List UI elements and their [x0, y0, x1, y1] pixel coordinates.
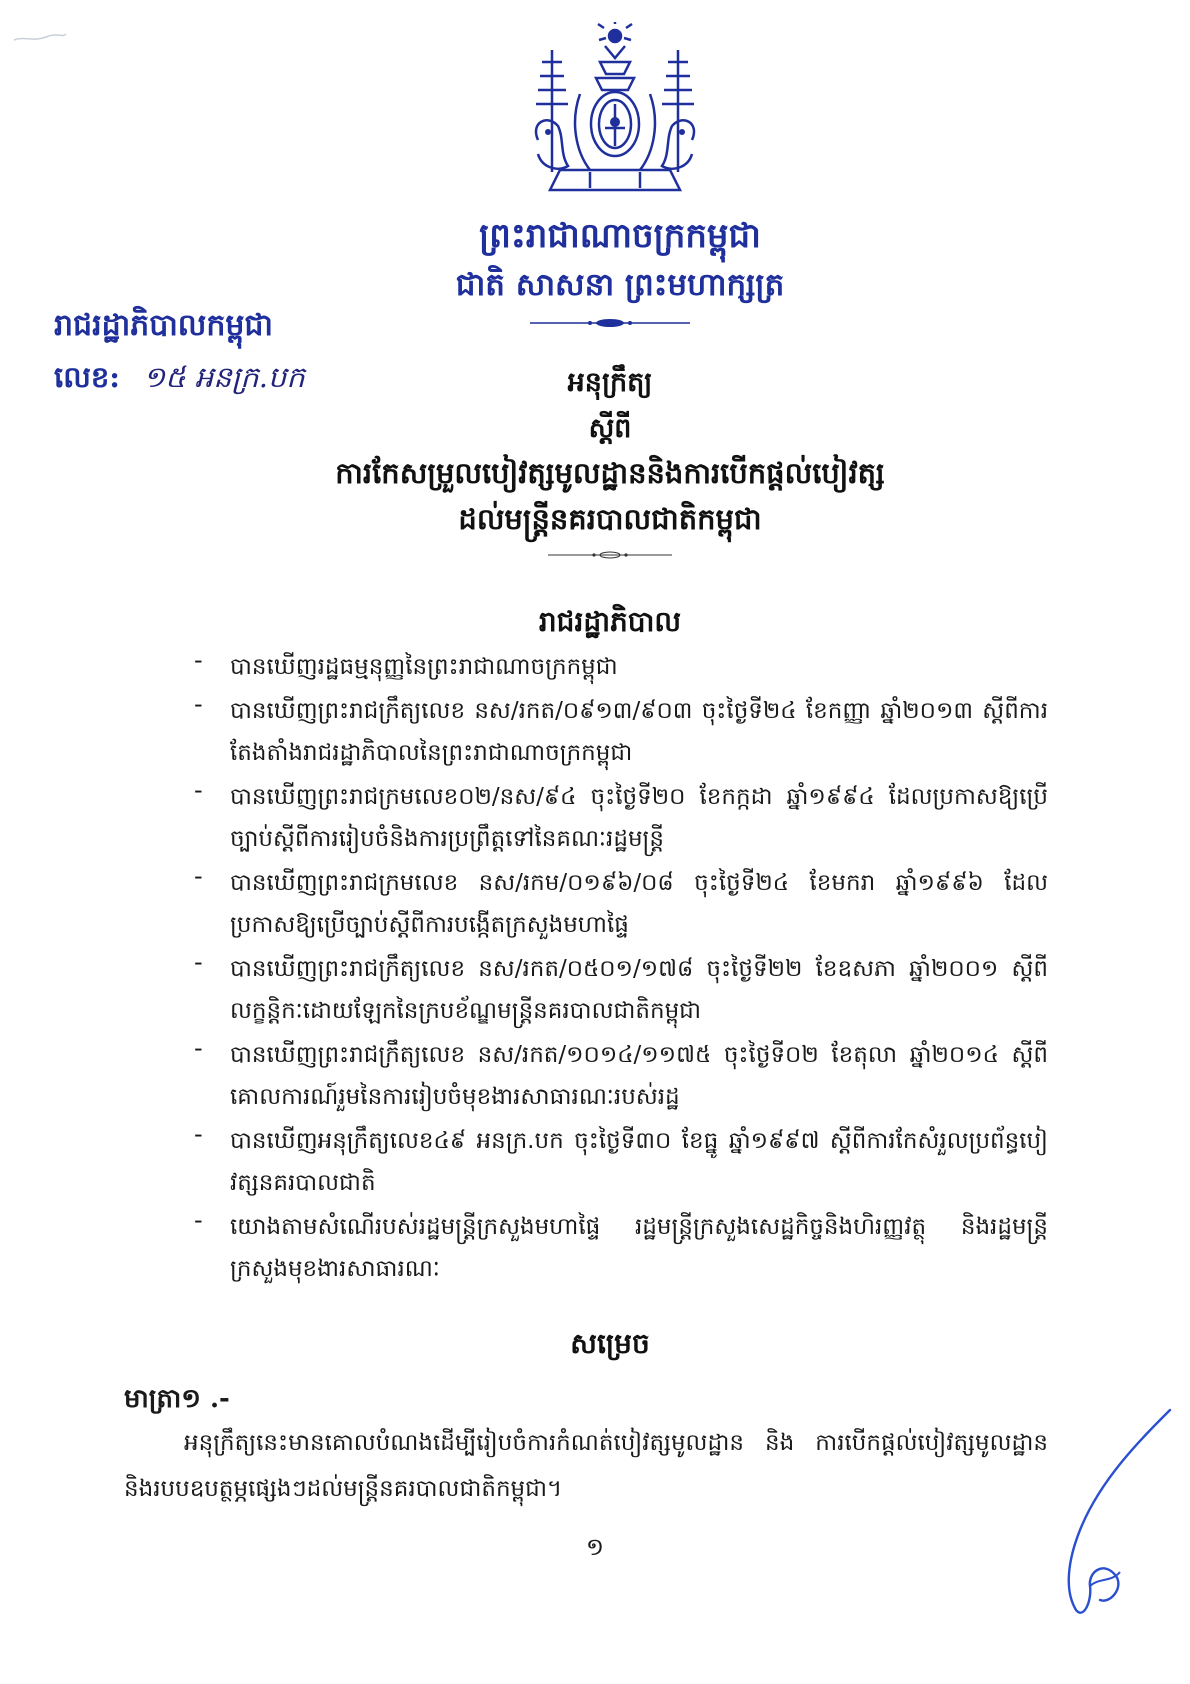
list-bullet: - — [194, 690, 203, 718]
recital-text: បានឃើញអនុក្រឹត្យលេខ៤៩ អនក្រ.បក ចុះថ្ងៃទី៣០ ខែធ្នូ ឆ្នាំ១៩៩៧ ស្តីពីការកែសំរួលប្រព័ន្ធបៀវត្សនគរបាលជាតិ — [230, 1128, 1048, 1196]
list-bullet: - — [194, 1206, 203, 1234]
article-1-text: អនុក្រឹត្យនេះមានគោលបំណងដើម្បីរៀបចំការកំណត់បៀវត្សមូលដ្ឋាន និង ការបើកផ្តល់បៀវត្សមូលដ្ឋាននិងរបបឧបត្ថម្ភផ្សេងៗដល់មន្ត្រីនគរបាលជាតិកម្ពុជា។ — [124, 1430, 1048, 1502]
issuing-authority: រាជរដ្ឋាភិបាលកម្ពុជា — [54, 308, 273, 343]
recital-text: បានឃើញព្រះរាជក្រឹត្យលេខ នស/រកត/១០១៤/១១៧៥ ចុះថ្ងៃទី០២ ខែតុលា ឆ្នាំ២០១៤ ស្តីពីគោលការណ៍រួមនៃការរៀបចំមុខងារសាធារណៈរបស់រដ្ឋ — [230, 1042, 1048, 1110]
reference-label: លេខ: — [54, 360, 120, 394]
list-bullet: - — [194, 646, 203, 674]
list-bullet: - — [194, 1120, 203, 1148]
list-bullet: - — [194, 948, 203, 976]
decision-heading: សម្រេច — [570, 1327, 650, 1360]
about-label: ស្តីពី — [588, 413, 632, 444]
list-bullet: - — [194, 1034, 203, 1062]
page-number: ១ — [585, 1533, 605, 1561]
subject-line-1: ការកែសម្រួលបៀវត្សមូលដ្ឋាននិងការបើកផ្តល់បៀវត្ស — [335, 456, 885, 490]
recital-text: បានឃើញព្រះរាជក្រមលេខ នស/រកម/០១៩៦/០៨ ចុះថ្ងៃទី២៤ ខែមករា ឆ្នាំ១៩៩៦ ដែលប្រកាសឱ្យប្រើច្បាប់ស្តីពីការបង្កើតក្រសួងមហាផ្ទៃ — [230, 870, 1048, 938]
signature-initial — [1020, 1400, 1180, 1630]
recital-text: បានឃើញរដ្ឋធម្មនុញ្ញនៃព្រះរាជាណាចក្រកម្ពុជា — [230, 654, 618, 680]
list-bullet: - — [194, 862, 203, 890]
kingdom-name: ព្រះរាជាណាចក្រកម្ពុជា — [479, 216, 761, 256]
header-ornament-divider — [530, 316, 690, 330]
title-ornament-divider — [548, 550, 672, 560]
recital-text: យោងតាមសំណើរបស់រដ្ឋមន្ត្រីក្រសួងមហាផ្ទៃ រដ្ឋមន្ត្រីក្រសួងសេដ្ឋកិច្ចនិងហិរញ្ញវត្ថុ និងរដ្ឋមន្ត្រីក្រសួងមុខងារសាធារណៈ — [230, 1214, 1048, 1282]
reference-number: ១៥ អនក្រ.បក — [143, 360, 305, 394]
recital-text: បានឃើញព្រះរាជក្រឹត្យលេខ នស/រកត/០៥០១/១៧៨ ចុះថ្ងៃទី២២ ខែឧសភា ឆ្នាំ២០០១ ស្តីពីលក្ខន្តិកៈដោយឡែកនៃក្របខ័ណ្ឌមន្ត្រីនគរបាលជាតិកម្ពុជា — [230, 956, 1048, 1024]
recital-text: បានឃើញព្រះរាជក្រឹត្យលេខ នស/រកត/០៩១៣/៩០៣ ចុះថ្ងៃទី២៤ ខែកញ្ញា ឆ្នាំ២០១៣ ស្តីពីការតែងតាំងរាជរដ្ឋាភិបាលនៃព្រះរាជាណាចក្រកម្ពុជា — [230, 698, 1048, 766]
document-type-heading: អនុក្រឹត្យ — [567, 367, 653, 398]
subject-line-2: ដល់មន្ត្រីនគរបាលជាតិកម្ពុជា — [458, 502, 762, 536]
national-motto: ជាតិ សាសនា ព្រះមហាក្សត្រ — [455, 267, 785, 303]
recital-text: បានឃើញព្រះរាជក្រមលេខ០២/នស/៩៤ ចុះថ្ងៃទី២០ ខែកក្កដា ឆ្នាំ១៩៩៤ ដែលប្រកាសឱ្យប្រើច្បាប់ស្តីពីការរៀបចំនិងការប្រព្រឹត្តទៅនៃគណៈរដ្ឋមន្ត្រី — [230, 784, 1048, 852]
royal-coat-of-arms-emblem — [520, 22, 710, 200]
article-1-label: មាត្រា១ .- — [124, 1384, 230, 1414]
scan-speck — [10, 28, 70, 48]
list-bullet: - — [194, 776, 203, 804]
preamble-heading: រាជរដ្ឋាភិបាល — [538, 605, 682, 638]
